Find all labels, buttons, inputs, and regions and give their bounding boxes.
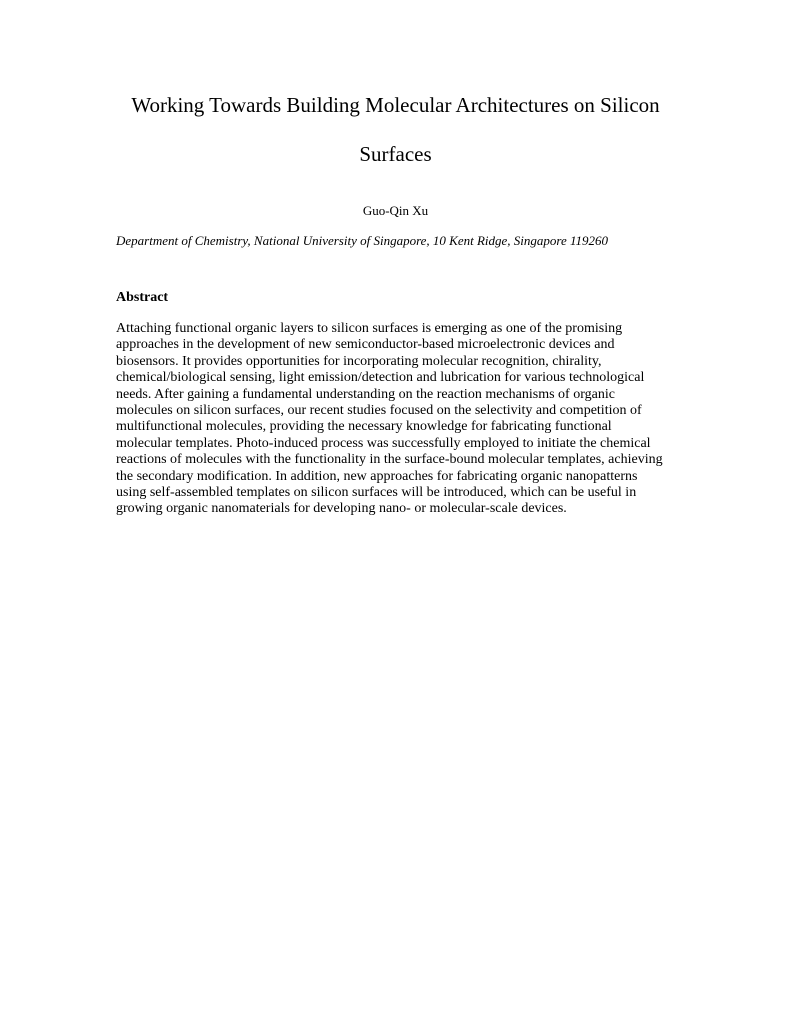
abstract-line: growing organic nanomaterials for developing nano- or molecular-scale devices. <box>116 501 567 517</box>
abstract-line: Attaching functional organic layers to silicon surfaces is emerging as one of the promising <box>116 321 623 336</box>
abstract-line: biosensors. It provides opportunities for incorporating molecular recognition, chirality, <box>116 353 602 369</box>
abstract-line: needs. After gaining a fundamental understanding on the reaction mechanisms of organic <box>116 386 615 402</box>
abstract-line: molecules on silicon surfaces, our recent studies focused on the selectivity and competition of <box>116 403 642 419</box>
abstract-line: molecular templates. Photo-induced process was successfully employed to initiate the chemical <box>116 435 651 451</box>
abstract-line: reactions of molecules with the functionality in the surface-bound molecular templates, achieving <box>116 452 663 468</box>
paper-title-line-1: Working Towards Building Molecular Architectures on Silicon <box>131 93 660 117</box>
author-name: Guo-Qin Xu <box>362 203 429 218</box>
abstract-line: chemical/biological sensing, light emission/detection and lubrication for various technological <box>116 370 645 386</box>
paper-title-line-2: Surfaces <box>359 142 432 166</box>
abstract-line: multifunctional molecules, providing the necessary knowledge for fabricating functional <box>116 419 612 435</box>
author-affiliation: Department of Chemistry, National University of Singapore, 10 Kent Ridge, Singapore 119260 <box>116 233 609 248</box>
abstract-line: approaches in the development of new semiconductor-based microelectronic devices and <box>116 337 615 353</box>
abstract-heading: Abstract <box>116 290 169 305</box>
abstract-line: using self-assembled templates on silicon surfaces will be introduced, which can be useful in <box>116 485 637 501</box>
abstract-line: the secondary modification. In addition, new approaches for fabricating organic nanopatterns <box>116 468 638 484</box>
abstract-body <box>116 321 696 518</box>
